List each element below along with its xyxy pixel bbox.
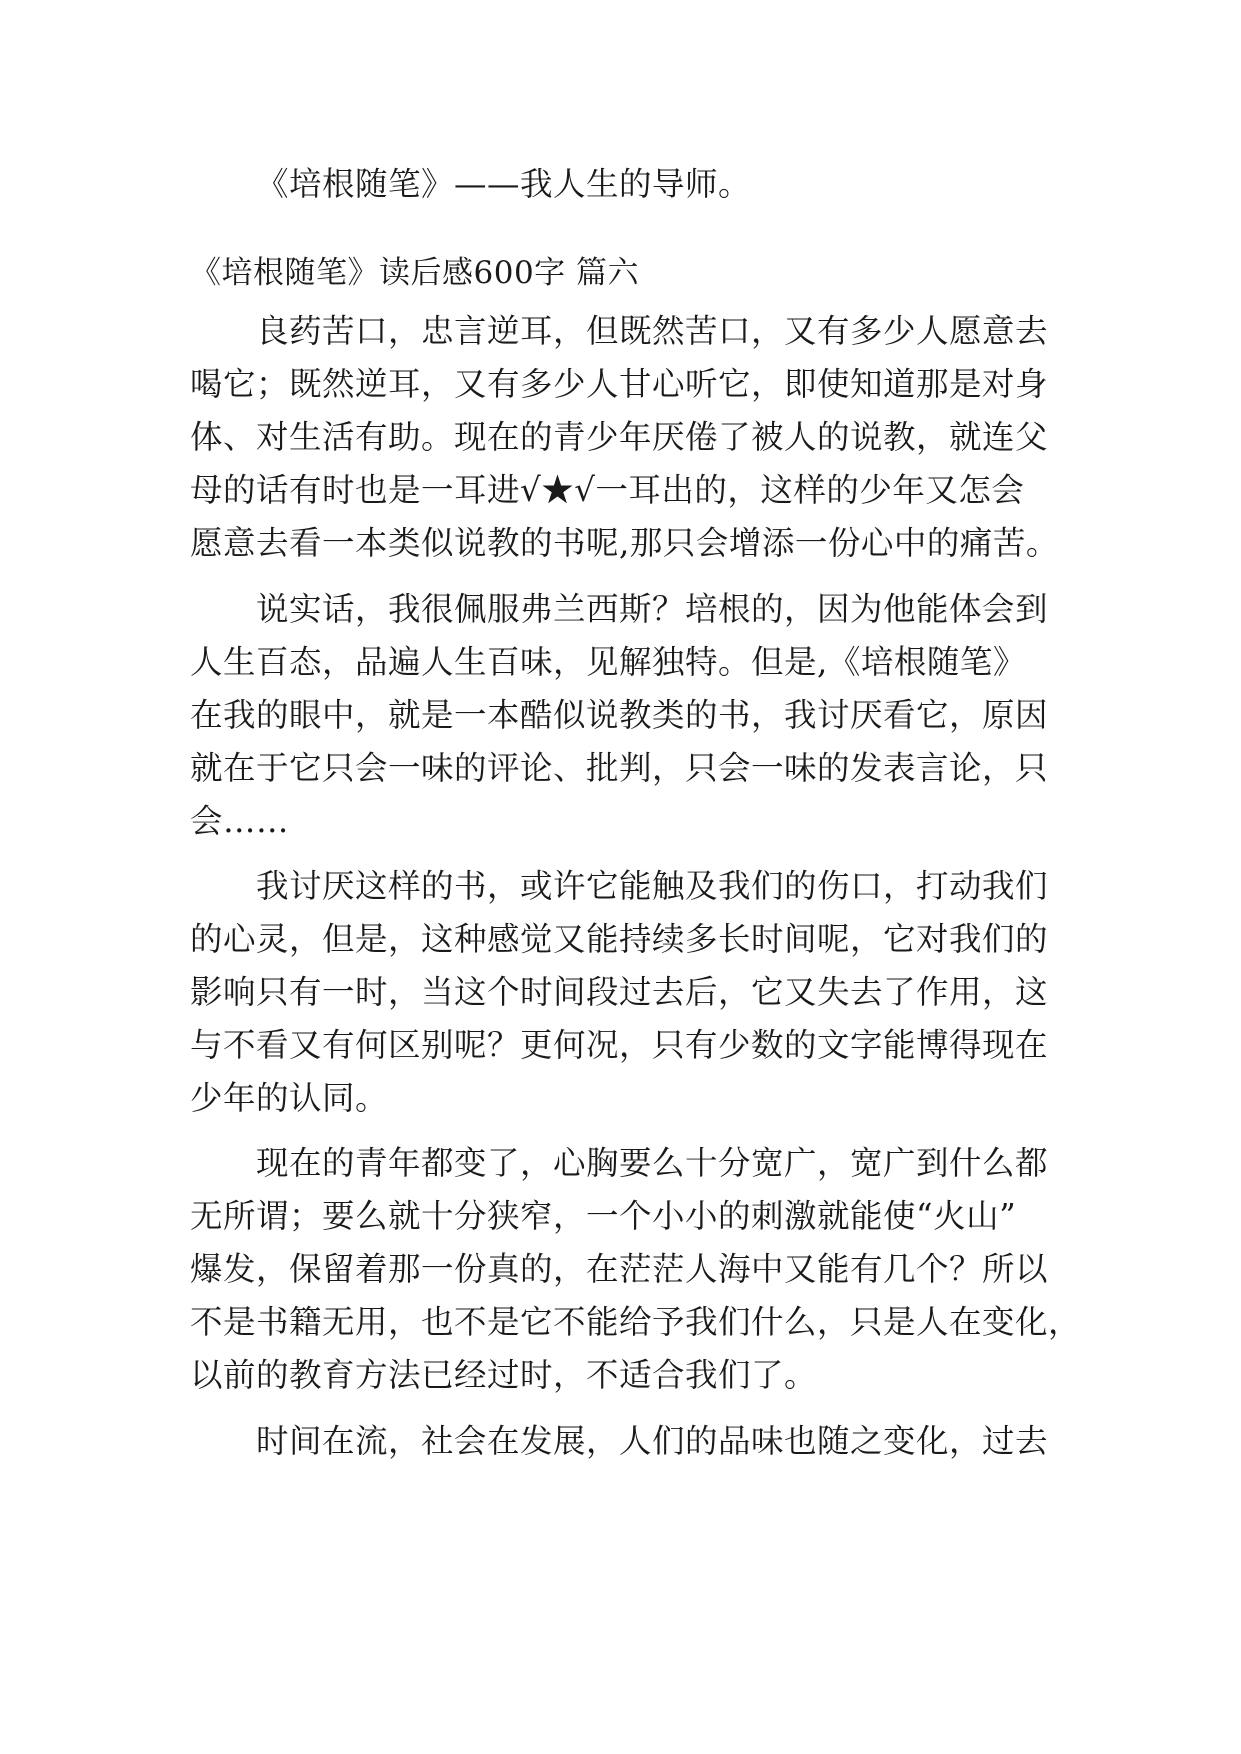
paragraph-line: 不是书籍无用，也不是它不能给予我们什么，只是人在变化， — [190, 1303, 1082, 1341]
paragraph-line: 会…… — [190, 802, 290, 840]
paragraph-line: 愿意去看一本类似说教的书呢,那只会增添一份心中的痛苦。 — [190, 524, 1059, 562]
paragraph-line: 无所谓；要么就十分狭窄，一个小小的刺激就能使“火山” — [190, 1197, 1017, 1235]
paragraph-line: 就在于它只会一味的评论、批判，只会一味的发表言论，只 — [190, 749, 1049, 787]
paragraph-line: 良药苦口，忠言逆耳，但既然苦口，又有多少人愿意去 — [256, 312, 1049, 350]
paragraph-line: 我讨厌这样的书，或许它能触及我们的伤口，打动我们 — [256, 867, 1049, 905]
paragraph-line: 人生百态，品遍人生百味，见解独特。但是,《培根随笔》 — [190, 643, 1026, 681]
section-heading: 《培根随笔》读后感600字 篇六 — [190, 255, 640, 291]
paragraph-line: 以前的教育方法已经过时，不适合我们了。 — [190, 1356, 818, 1394]
paragraph-line: 在我的眼中，就是一本酷似说教类的书，我讨厌看它，原因 — [190, 696, 1049, 734]
paragraph-line: 的心灵，但是，这种感觉又能持续多长时间呢，它对我们的 — [190, 920, 1049, 958]
paragraph-line: 说实话，我很佩服弗兰西斯？培根的，因为他能体会到 — [256, 590, 1049, 628]
paragraph-line: 影响只有一时，当这个时间段过去后，它又失去了作用，这 — [190, 973, 1049, 1011]
paragraph-line: 与不看又有何区别呢？更何况，只有少数的文字能博得现在 — [190, 1026, 1049, 1064]
paragraph-line: 少年的认同。 — [190, 1079, 389, 1117]
closing-line: 《培根随笔》——我人生的导师。 — [256, 165, 752, 203]
paragraph-line: 喝它；既然逆耳，又有多少人甘心听它，即使知道那是对身 — [190, 365, 1049, 403]
paragraph-line: 母的话有时也是一耳进√★√一耳出的，这样的少年又怎会 — [190, 471, 1025, 509]
paragraph-line: 爆发，保留着那一份真的，在茫茫人海中又能有几个？所以 — [190, 1250, 1049, 1288]
paragraph-line: 体、对生活有助。现在的青少年厌倦了被人的说教，就连父 — [190, 418, 1049, 456]
paragraph-line: 现在的青年都变了，心胸要么十分宽广，宽广到什么都 — [256, 1144, 1049, 1182]
paragraph-line: 时间在流，社会在发展，人们的品味也随之变化，过去 — [256, 1422, 1049, 1460]
